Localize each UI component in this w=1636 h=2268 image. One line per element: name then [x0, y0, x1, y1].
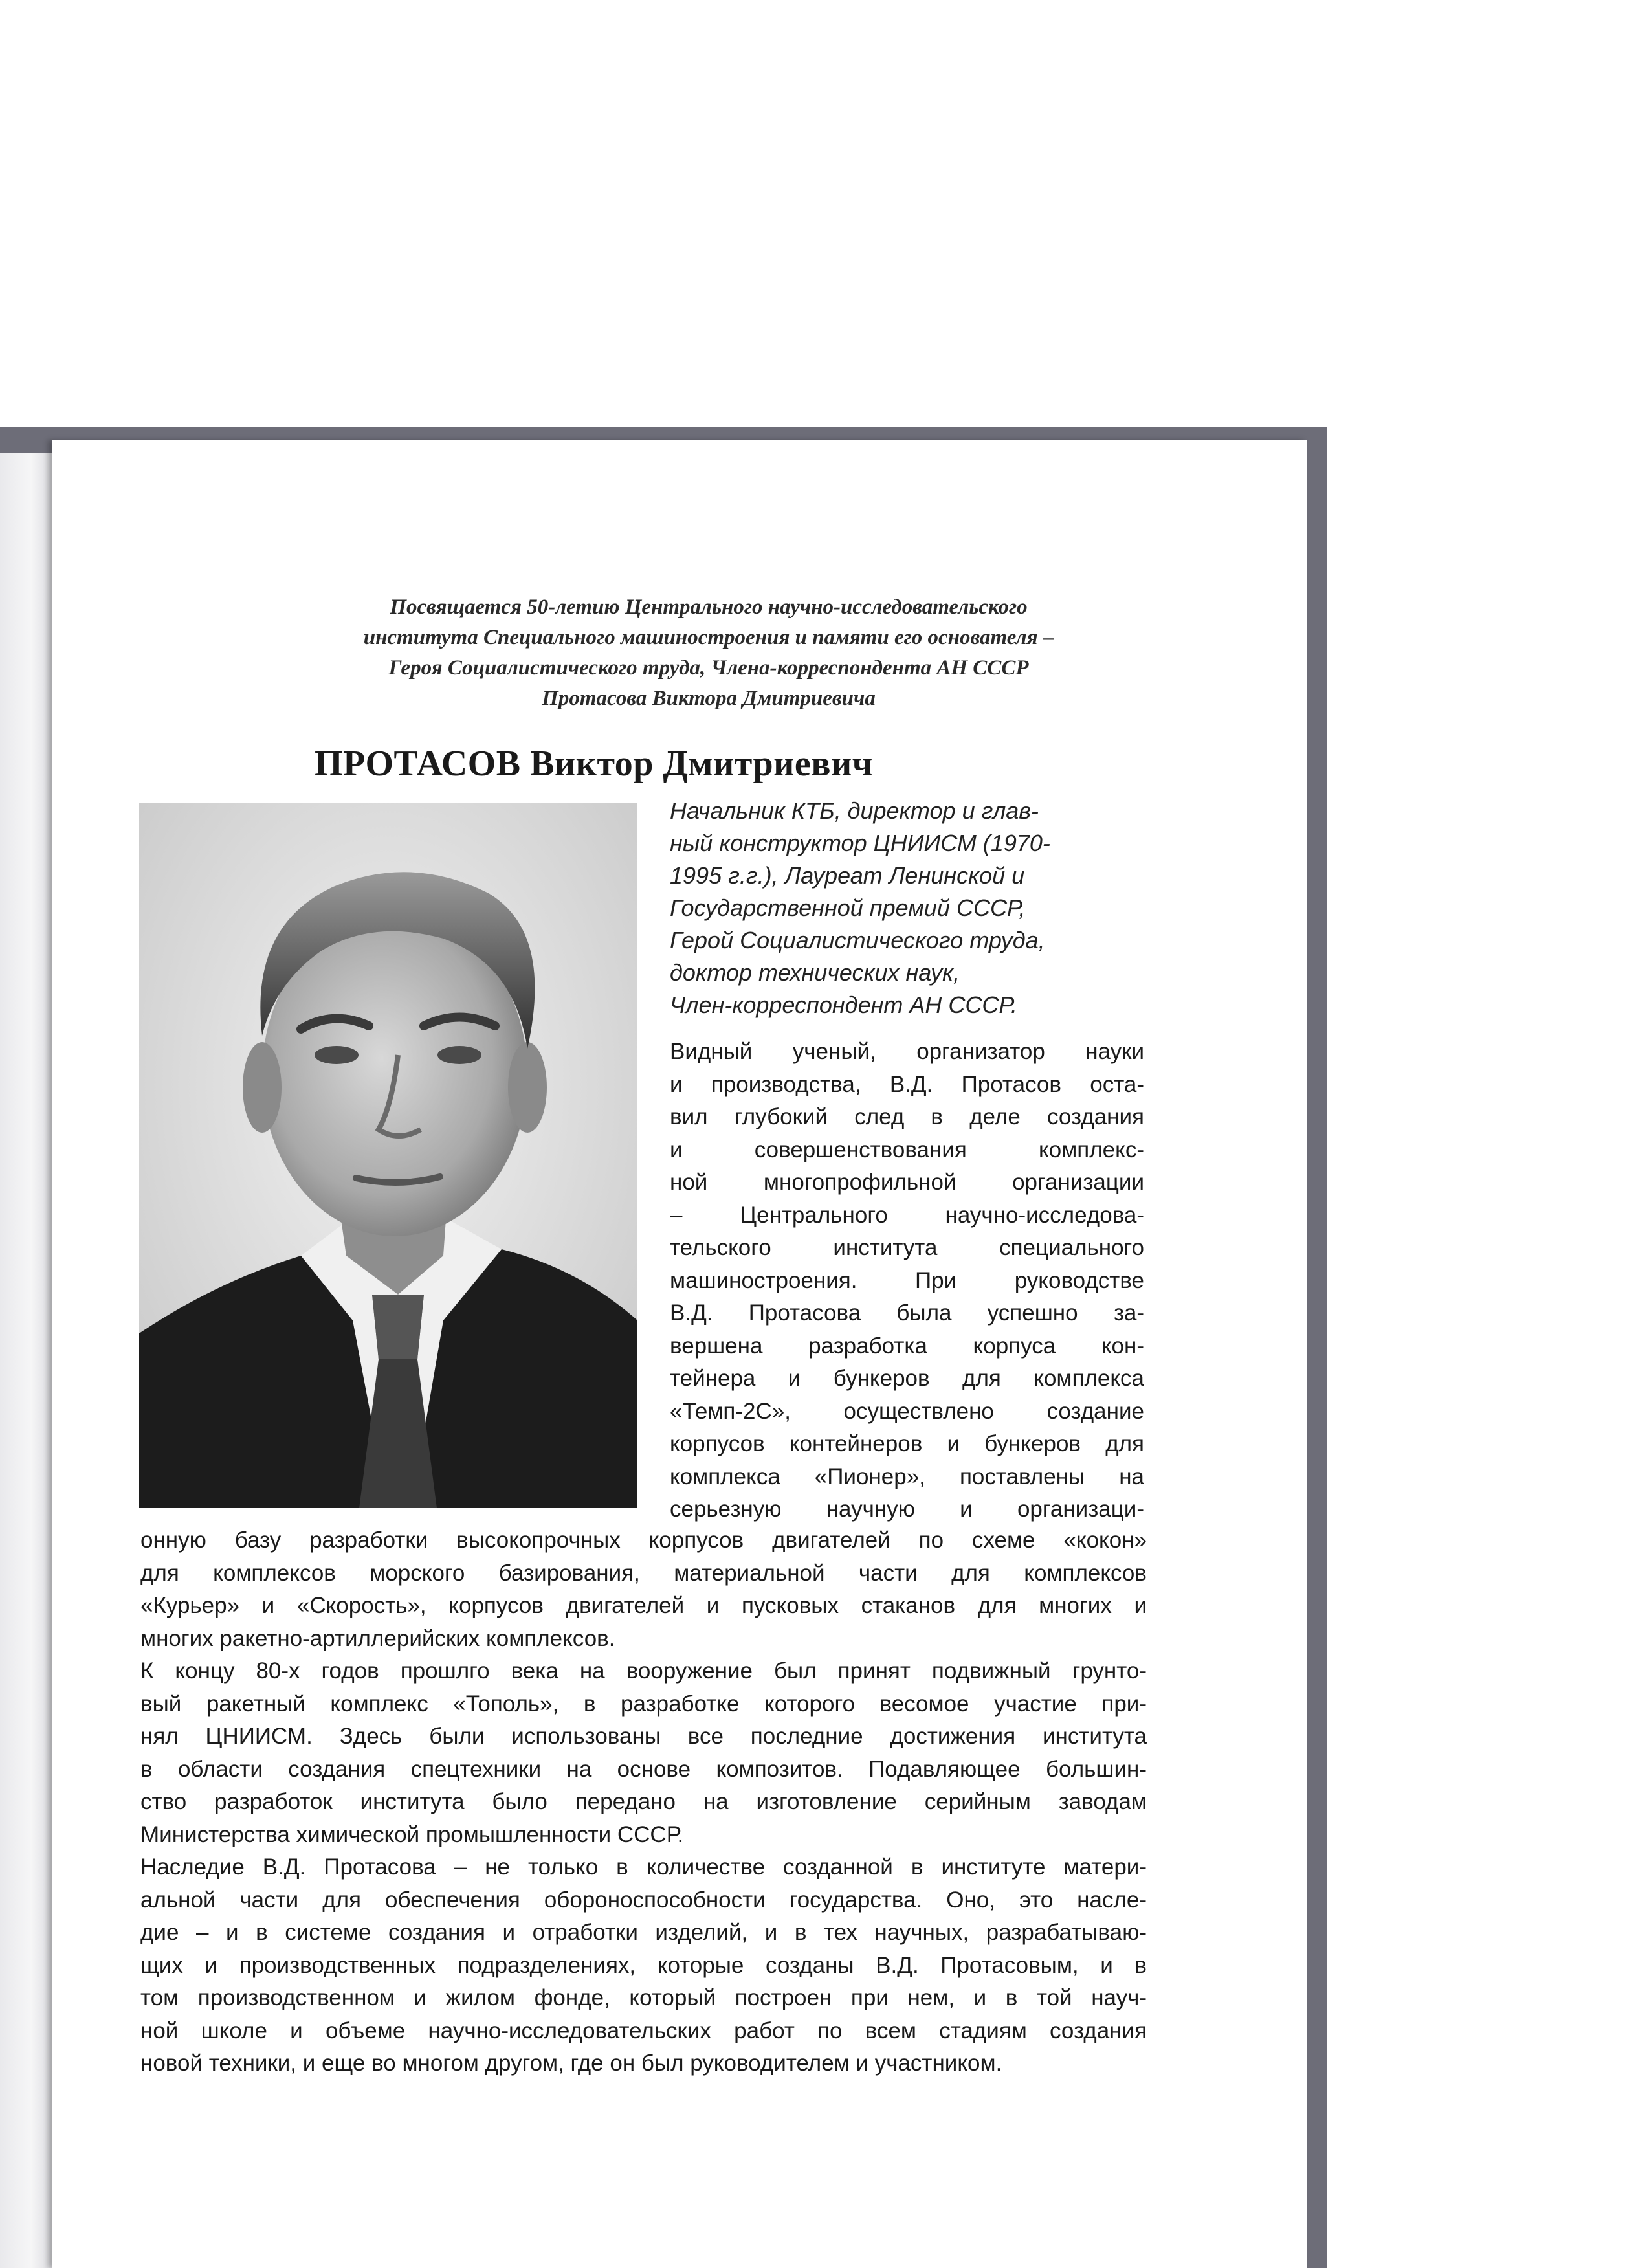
- titles-line: 1995 г.г.), Лауреат Ленинской и: [670, 862, 1025, 889]
- titles-line: Герой Социалистического труда,: [670, 927, 1045, 953]
- body-line: Наследие В.Д. Протасова – не только в количестве созданной в институте матери-: [140, 1854, 1147, 1880]
- body-line: новой техники, и еще во многом другом, где он был руководителем и участником.: [140, 2051, 1002, 2076]
- titles-line: доктор технических наук,: [670, 959, 960, 986]
- body-line: «Курьер» и «Скорость», корпусов двигателей и пусковых стаканов для многих и: [140, 1593, 1147, 1618]
- page-title: ПРОТАСОВ Виктор Дмитриевич: [315, 744, 873, 784]
- body-line: щих и производственных подразделениях, которые созданы В.Д. Протасовым, и в: [140, 1952, 1147, 1978]
- dedication: [246, 592, 1171, 714]
- body-line: онную базу разработки высокопрочных корпусов двигателей по схеме «кокон»: [140, 1528, 1147, 1553]
- body-text-full-width: [140, 1524, 1147, 2080]
- dedication-line: Протасова Виктора Дмитриевича: [542, 687, 876, 710]
- body-line: том производственном и жилом фонде, который построен при нем, и в той науч-: [140, 1985, 1147, 2010]
- body-line: Министерства химической промышленности СССР.: [140, 1821, 684, 1847]
- body-line: серьезную научную и организаци-: [670, 1496, 1144, 1522]
- subject-titles: [670, 795, 1162, 1021]
- body-line: Видный ученый, организатор науки: [670, 1039, 1144, 1064]
- body-line: вый ракетный комплекс «Тополь», в разработке которого весомое участие при-: [140, 1691, 1147, 1717]
- body-line: В.Д. Протасова была успешно за-: [670, 1300, 1144, 1326]
- body-line: вершена разработка корпуса кон-: [670, 1333, 1144, 1359]
- body-line: и совершенствования комплекс-: [670, 1137, 1144, 1162]
- dedication-line: института Специального машиностроения и памяти его основателя –: [363, 626, 1054, 649]
- portrait-photo: [139, 803, 637, 1508]
- body-line: комплекса «Пионер», поставлены на: [670, 1463, 1144, 1489]
- body-line: – Центрального научно-исследова-: [670, 1202, 1144, 1228]
- body-line: К концу 80-х годов прошлго века на вооружение был принят подвижный грунто-: [140, 1658, 1147, 1684]
- body-line: ной школе и объеме научно-исследовательских работ по всем стадиям создания: [140, 2018, 1147, 2043]
- body-line: альной части для обеспечения обороноспособности государства. Оно, это насле-: [140, 1887, 1147, 1913]
- body-line: ной многопрофильной организации: [670, 1170, 1144, 1195]
- titles-line: Член-корреспондент АН СССР.: [670, 992, 1017, 1018]
- body-line: вил глубокий след в деле создания: [670, 1104, 1144, 1129]
- body-line: машиностроения. При руководстве: [670, 1267, 1144, 1293]
- body-line: дие – и в системе создания и отработки изделий, и в тех научных, разрабатываю-: [140, 1920, 1147, 1945]
- body-line: «Темп-2С», осуществлено создание: [670, 1398, 1144, 1424]
- body-line: в области создания спецтехники на основе композитов. Подавляющее большин-: [140, 1756, 1147, 1782]
- body-line: тельского института специального: [670, 1235, 1144, 1260]
- titles-line: ный конструктор ЦНИИСМ (1970-: [670, 830, 1050, 856]
- body-line: ство разработок института было передано на изготовление серийным заводам: [140, 1789, 1147, 1814]
- body-line: тейнера и бункеров для комплекса: [670, 1366, 1144, 1391]
- body-line: многих ракетно-артиллерийских комплексов.: [140, 1625, 615, 1651]
- body-line: корпусов контейнеров и бункеров для: [670, 1431, 1144, 1456]
- body-line: и производства, В.Д. Протасов оста-: [670, 1071, 1144, 1097]
- titles-line: Государственной премий СССР,: [670, 895, 1026, 921]
- dedication-line: Посвящается 50-летию Центрального научно-исследовательского: [390, 595, 1028, 619]
- body-line: для комплексов морского базирования, материальной части для комплексов: [140, 1560, 1147, 1586]
- titles-line: Начальник КТБ, директор и глав-: [670, 797, 1039, 824]
- dedication-line: Героя Социалистического труда, Члена-корреспондента АН СССР: [388, 656, 1029, 680]
- left-page-edge: [0, 453, 52, 2268]
- body-line: нял ЦНИИСМ. Здесь были использованы все последние достижения института: [140, 1724, 1147, 1749]
- body-text-right-column: [670, 1036, 1144, 1526]
